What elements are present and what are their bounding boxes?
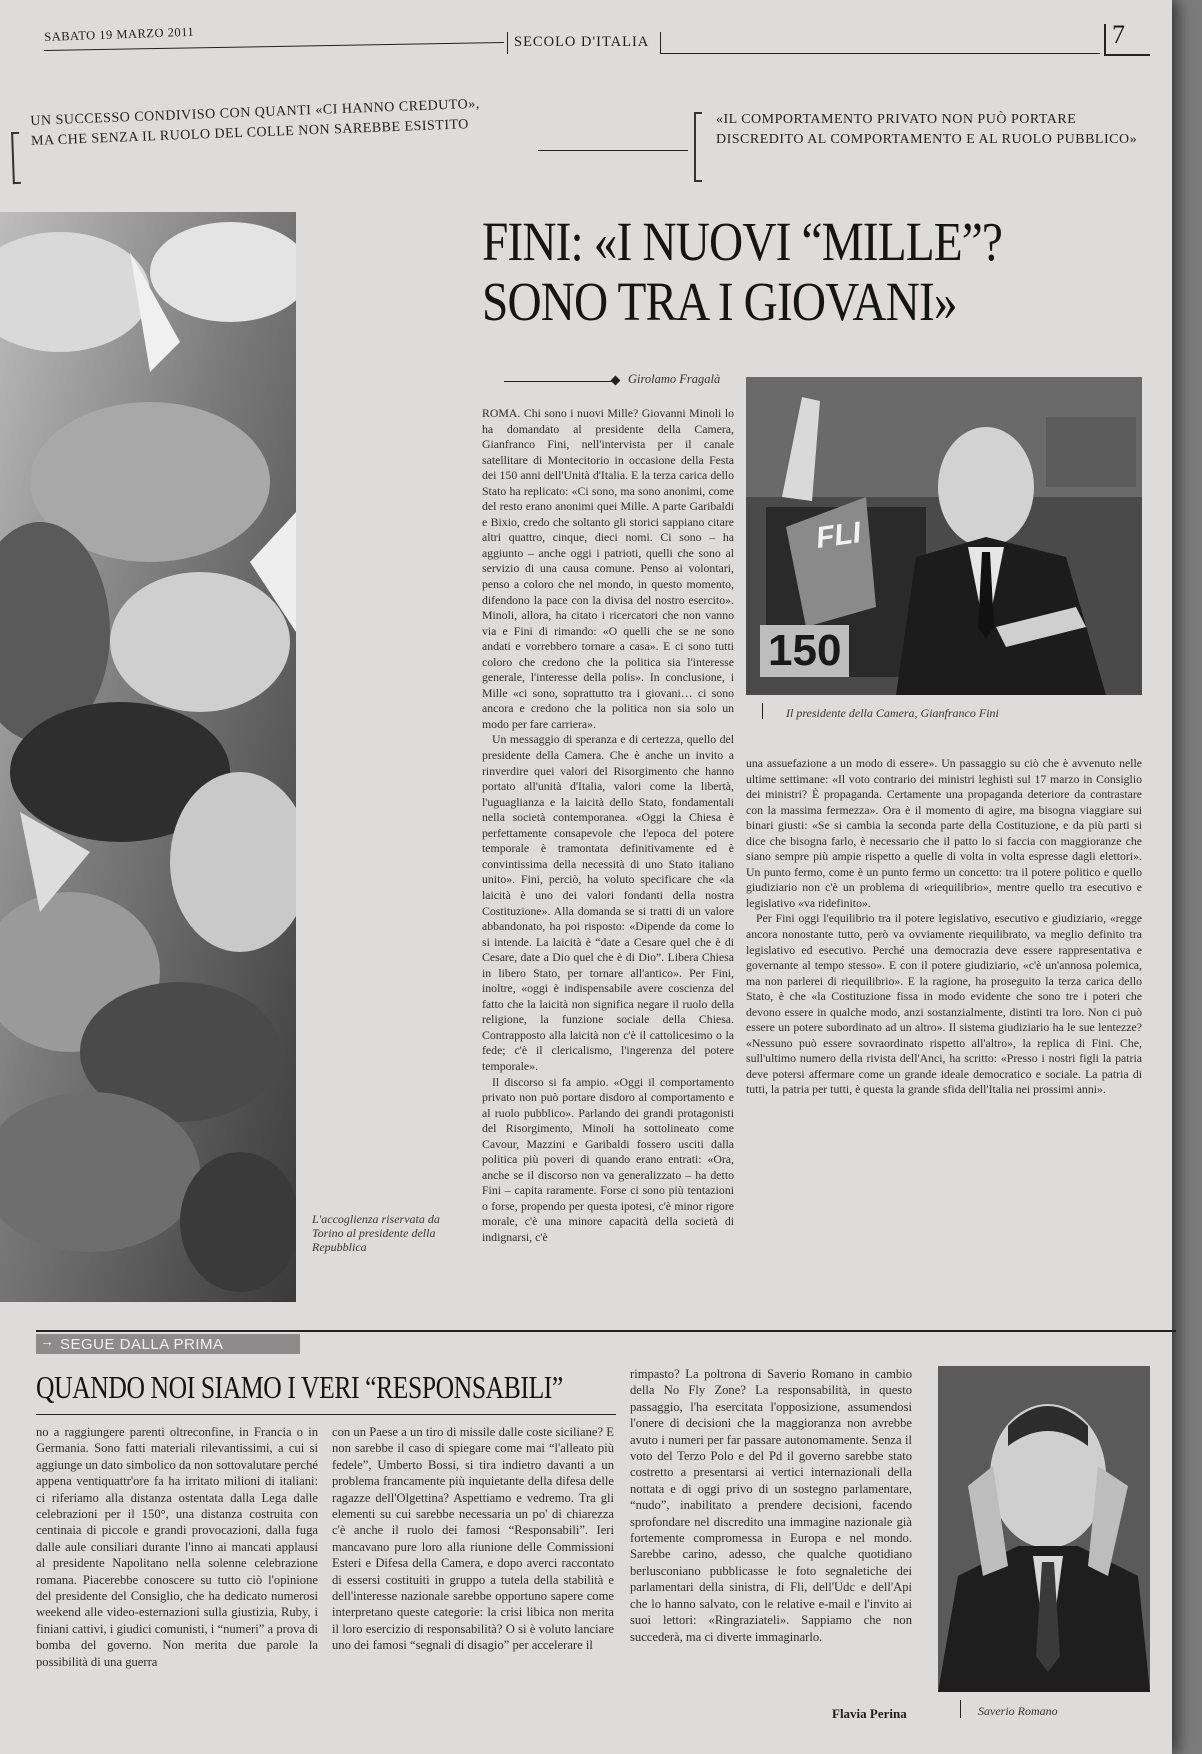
crowd-photo-image bbox=[0, 212, 296, 1302]
fini-photo bbox=[746, 377, 1142, 695]
byline-diamond bbox=[611, 376, 621, 386]
left-quote-bracket bbox=[11, 132, 21, 184]
main-col1-paragraph-3: Il discorso si fa ampio. «Oggi il comportamento privato non può portare disdoro al comportamento e al ruolo pubblico». Parlando dei grandi protagonisti del Risorgimento, Minoli ha sottolineato come Cavour, Mazzini e Garibaldi fossero usciti dalla politica più poveri di quando erano entrati: «Ora, anche se il discorso non va generalizzato – ha detto Fini – capita raramente. Forse ci sono più tentazioni o forse, propendo per questa ipotesi, c'è minor rigore morale, c'è una minore capacità della società di indignarsi, c'è bbox=[482, 1074, 734, 1244]
right-pullquote: «IL COMPORTAMENTO PRIVATO NON PUÒ PORTARE DISCREDITO AL COMPORTAMENTO E AL RUOLO PUBBLICO» bbox=[716, 112, 1138, 147]
lower-col1-text: no a raggiungere parenti oltreconfine, in Francia o in Germania. Sono fatti materiali rilevantissimi, a cui si aggiunge un dato simbolico da non sottovalutare perché appena ventiquattr'ore fa ha irritato milioni di italiani: ci riferiamo alla distanza ostentata dalla Lega dalle celebrazioni per il 150°, una distanza costruita con centinaia di piccole e grandi provocazioni, dalla fuga dalle aule consiliari durante l'inno ai mancati applausi al presidente Napolitano nella solenne celebrazione romana. Piacerebbe conoscere su tutto ciò l'opinione del presidente del Consiglio, che ha dedicato numerosi weekend alle video-esternazioni sulla giustizia, Ruby, i finiani cattivi, i giudici comunisti, i “numeri” a prova di bomba del governo. Non merita due parole la possibilità di una guerra bbox=[36, 1425, 318, 1669]
romano-photo-caption: Saverio Romano bbox=[978, 1704, 1058, 1718]
main-article-column-1 bbox=[482, 406, 734, 1296]
lower-article-column-1 bbox=[36, 1424, 318, 1724]
romano-photo bbox=[938, 1366, 1150, 1692]
headline-line-1: FINI: «I NUOVI “MILLE”? bbox=[482, 211, 1003, 272]
lower-article-column-3 bbox=[630, 1366, 912, 1702]
masthead-left-rule bbox=[44, 42, 504, 51]
page-number-divider bbox=[1104, 24, 1106, 54]
anniversary-number: 150 bbox=[760, 625, 849, 677]
page-number: 7 bbox=[1112, 20, 1125, 49]
signature: Flavia Perina bbox=[832, 1706, 907, 1721]
fini-photo-caption: Il presidente della Camera, Gianfranco Fini bbox=[786, 706, 999, 720]
main-article-column-2 bbox=[746, 756, 1142, 1296]
main-col1-paragraph-2: Un messaggio di speranza e di certezza, quello del presidente della Camera. Che è anche un invito a rinverdire quei valori del Risorgimento che hanno portato all'unità d'Italia, valori come la libertà, l'uguaglianza e la laicità dello Stato, fondamentali nella società contemporanea. «Oggi la Chiesa è perfettamente consapevole che l'epoca del potere temporale è tramontata definitivamente ed è convintissima della necessità di uno Stato italiano unito». Fini, perciò, ha voluto specificare che «la laicità è uno dei valori fondanti della nostra Costituzione». Alla domanda se si tratti di un valore abbandonato, ha poi risposto: «Dipende da come lo si intende. La laicità è “date a Cesare quel che è di Cesare, date a Dio quel che è di Dio”. Libera Chiesa in libero Stato, per tornare all'antico». Per Fini, inoltre, «oggi è indispensabile avere coscienza del fatto che la laicità non significa negare il ruolo della religione, la funzione sociale della Chiesa. Contrapposto alla laicità non c'è il cattolicesimo o la fede; c'è il clericalismo, l'ingerenza del potere temporale». bbox=[482, 732, 734, 1073]
kicker-arrow-icon: → bbox=[40, 1335, 54, 1350]
paper-name: SECOLO D'ITALIA bbox=[514, 34, 650, 50]
romano-photo-image bbox=[938, 1366, 1150, 1692]
masthead-divider-left bbox=[507, 32, 508, 54]
kicker-label: SEGUE DALLA PRIMA bbox=[60, 1336, 224, 1353]
lower-col2-text: con un Paese a un tiro di missile dalle coste siciliane? E non sarebbe il caso di spiegare come mai “l'alleato più fedele”, Umberto Bossi, si tira indietro davanti a un problema francamente più inquietante della difesa delle ragazze dell'Olgettina? Aspettiamo e vedremo. Tra gli elementi su cui sarebbe necessaria un po' di chiarezza c'è anche il ruolo dei famosi “Responsabili”. Ieri mancavano pure loro alla riunione delle Commissioni Esteri e Difesa della Camera, e dopo averci raccontato di essersi costituiti in gruppo a tutela della stabilità e dell'interesse nazionale sarebbe opportuno sapere come interpretano queste categorie: la crisi libica non merita il loro esercizio di responsabilità? O si è voluto lanciare uno dei famosi “segnali di disagio” per accelerare il bbox=[332, 1425, 614, 1653]
party-sign-text: FLI bbox=[813, 516, 864, 555]
masthead-divider-right bbox=[660, 32, 661, 54]
main-col2-paragraph-2: Per Fini oggi l'equilibrio tra il potere legislativo, esecutivo e giudiziario, «regge ancora nonostante tutto, però va ovviamente riequilibrato, va meglio definito tra legislativo ed esecutivo. Perché una democrazia deve essere rappresentativa e governante al tempo stesso». E con il potere giudiziario, «c'è un'annosa polemica, ma non parlerei di riequilibrio». E la ragione, ha proseguito la terza carica dello Stato, è che «la Costituzione fissa in modo evidente che sono tre i poteri che devono essere in qualche modo, anzi sostanzialmente, distinti tra loro. Non ci può essere un potere subordinato ad un altro». Il sistema giudiziario ha le sue lentezze? «Nessuno può essere sovraordinato rispetto all'altro», la replica di Fini. Che, sull'ultimo numero della rivista dell'Anci, ha scritto: «Presso i nostri figli la patria deve potersi affermare come un grande ideale democratico e sociale. La patria di tutti, la patria per tutti, è questa la grande sfida dell'Italia nei prossimi anni». bbox=[746, 911, 1142, 1097]
crowd-photo-caption: L'accoglienza riservata da Torino al presidente della Repubblica bbox=[312, 1212, 440, 1254]
byline-rule bbox=[504, 381, 614, 382]
lower-col3-text: rimpasto? La poltrona di Saverio Romano in cambio della No Fly Zone? La responsabilità, in questo passaggio, l'ha esercitata l'opposizione, assumendosi l'onere di decisioni che la maggioranza non avrebbe avuto i numeri per far passare autonomamente. Senza il voto del Terzo Polo e del Pd il governo sarebbe stato costretto a presentarsi ai vertici internazionali della nottata e di oggi privo di un sostegno parlamentare, “nudo”, inabilitato a prendere decisioni, facendo sprofondare nel discredito una immagine nazionale già fortemente compromessa in Europa e nel mondo. Sarebbe carino, adesso, che qualche quotidiano berlusconiano pubblicasse le foto segnaletiche dei parlamentari della sinistra, di Fli, dell'Udc e dell'Api che lo hanno salvato, con le relative e-mail e l'invito ai suoi lettori: «Ringraziateli». Sappiamo che non succederà, ma ci diverte immaginarlo. bbox=[630, 1367, 912, 1644]
byline: Girolamo Fragalà bbox=[628, 372, 721, 386]
fini-caption-marker bbox=[762, 703, 763, 719]
masthead-right-rule bbox=[660, 53, 1100, 54]
page-number-underline bbox=[1104, 54, 1150, 56]
lower-headline-rule bbox=[36, 1414, 616, 1415]
pullquote-separator bbox=[538, 150, 688, 151]
lower-headline: QUANDO NOI SIAMO I VERI “RESPONSABILI” bbox=[36, 1369, 563, 1405]
section-divider bbox=[36, 1330, 1176, 1332]
headline-line-2: SONO TRA I GIOVANI» bbox=[482, 271, 957, 332]
main-col1-paragraph-1: ROMA. Chi sono i nuovi Mille? Giovanni Minoli lo ha domandato al presidente della Camera, Gianfranco Fini, nell'intervista per il canale satellitare di Montecitorio in occasione della Festa dei 150 anni dell'Unità d'Italia. E la terza carica dello Stato ha replicato: «Ci sono, ma sono anonimi, come del resto erano anonimi quei Mille. A parte Garibaldi e Bixio, credo che soltanto gli storici sappiano citare altri quattro, cinque, dieci nomi. Ci sono – ha aggiunto – anche oggi i patrioti, quelli che sono al servizio di una causa comune. Penso ai volontari, penso a coloro che nel mondo, in questo momento, difendono la pace con la divisa del nostro esercito». Minoli, allora, ha citato i ricercatori che non vanno via e Fini di rimando: «O quelli che se ne sono andati e vorrebbero tornare a casa». E ci sono tutti coloro che credono che la politica sia l'interesse generale, l'interesse della polis». In conclusione, i Mille «ci sono, soprattutto tra i giovani… ci sono ancora e credono che la politica non sia solo un modo per fare carriera». bbox=[482, 406, 734, 731]
lower-article-column-2 bbox=[332, 1424, 614, 1724]
romano-caption-marker bbox=[960, 1700, 961, 1718]
main-col2-paragraph-1: una assuefazione a un modo di essere». Un passaggio su ciò che è avvenuto nelle ultime settimane: «Il voto contrario dei ministri leghisti sul 17 marzo in Consiglio dei ministri? È propaganda. Certamente una propaganda deteriore da contrastare con la massima fermezza». Ora è il momento di agire, ma bisogna viaggiare sui binari giusti: «Se si cambia la seconda parte della Costituzione, e da più parti si dice che bisogna farlo, è necessario che il patto lo si faccia con maggioranze che siano sempre più ampie rispetto a quelle di volta in volta espresse dagli elettori». Un punto fermo, come è un punto fermo un concetto: tra il potere politico e quello giudiziario non c'è un problema di «riequilibrio», mentre quello tra esecutivo e legislativo «va ridefinito». bbox=[746, 756, 1142, 910]
issue-date: SABATO 19 MARZO 2011 bbox=[44, 24, 195, 44]
crowd-photo bbox=[0, 212, 296, 1302]
right-quote-bracket bbox=[694, 112, 702, 182]
left-pullquote: UN SUCCESSO CONDIVISO CON QUANTI «CI HANNO CREDUTO», MA CHE SENZA IL RUOLO DEL COLLE NON SAREBBE ESISTITO bbox=[30, 96, 480, 149]
